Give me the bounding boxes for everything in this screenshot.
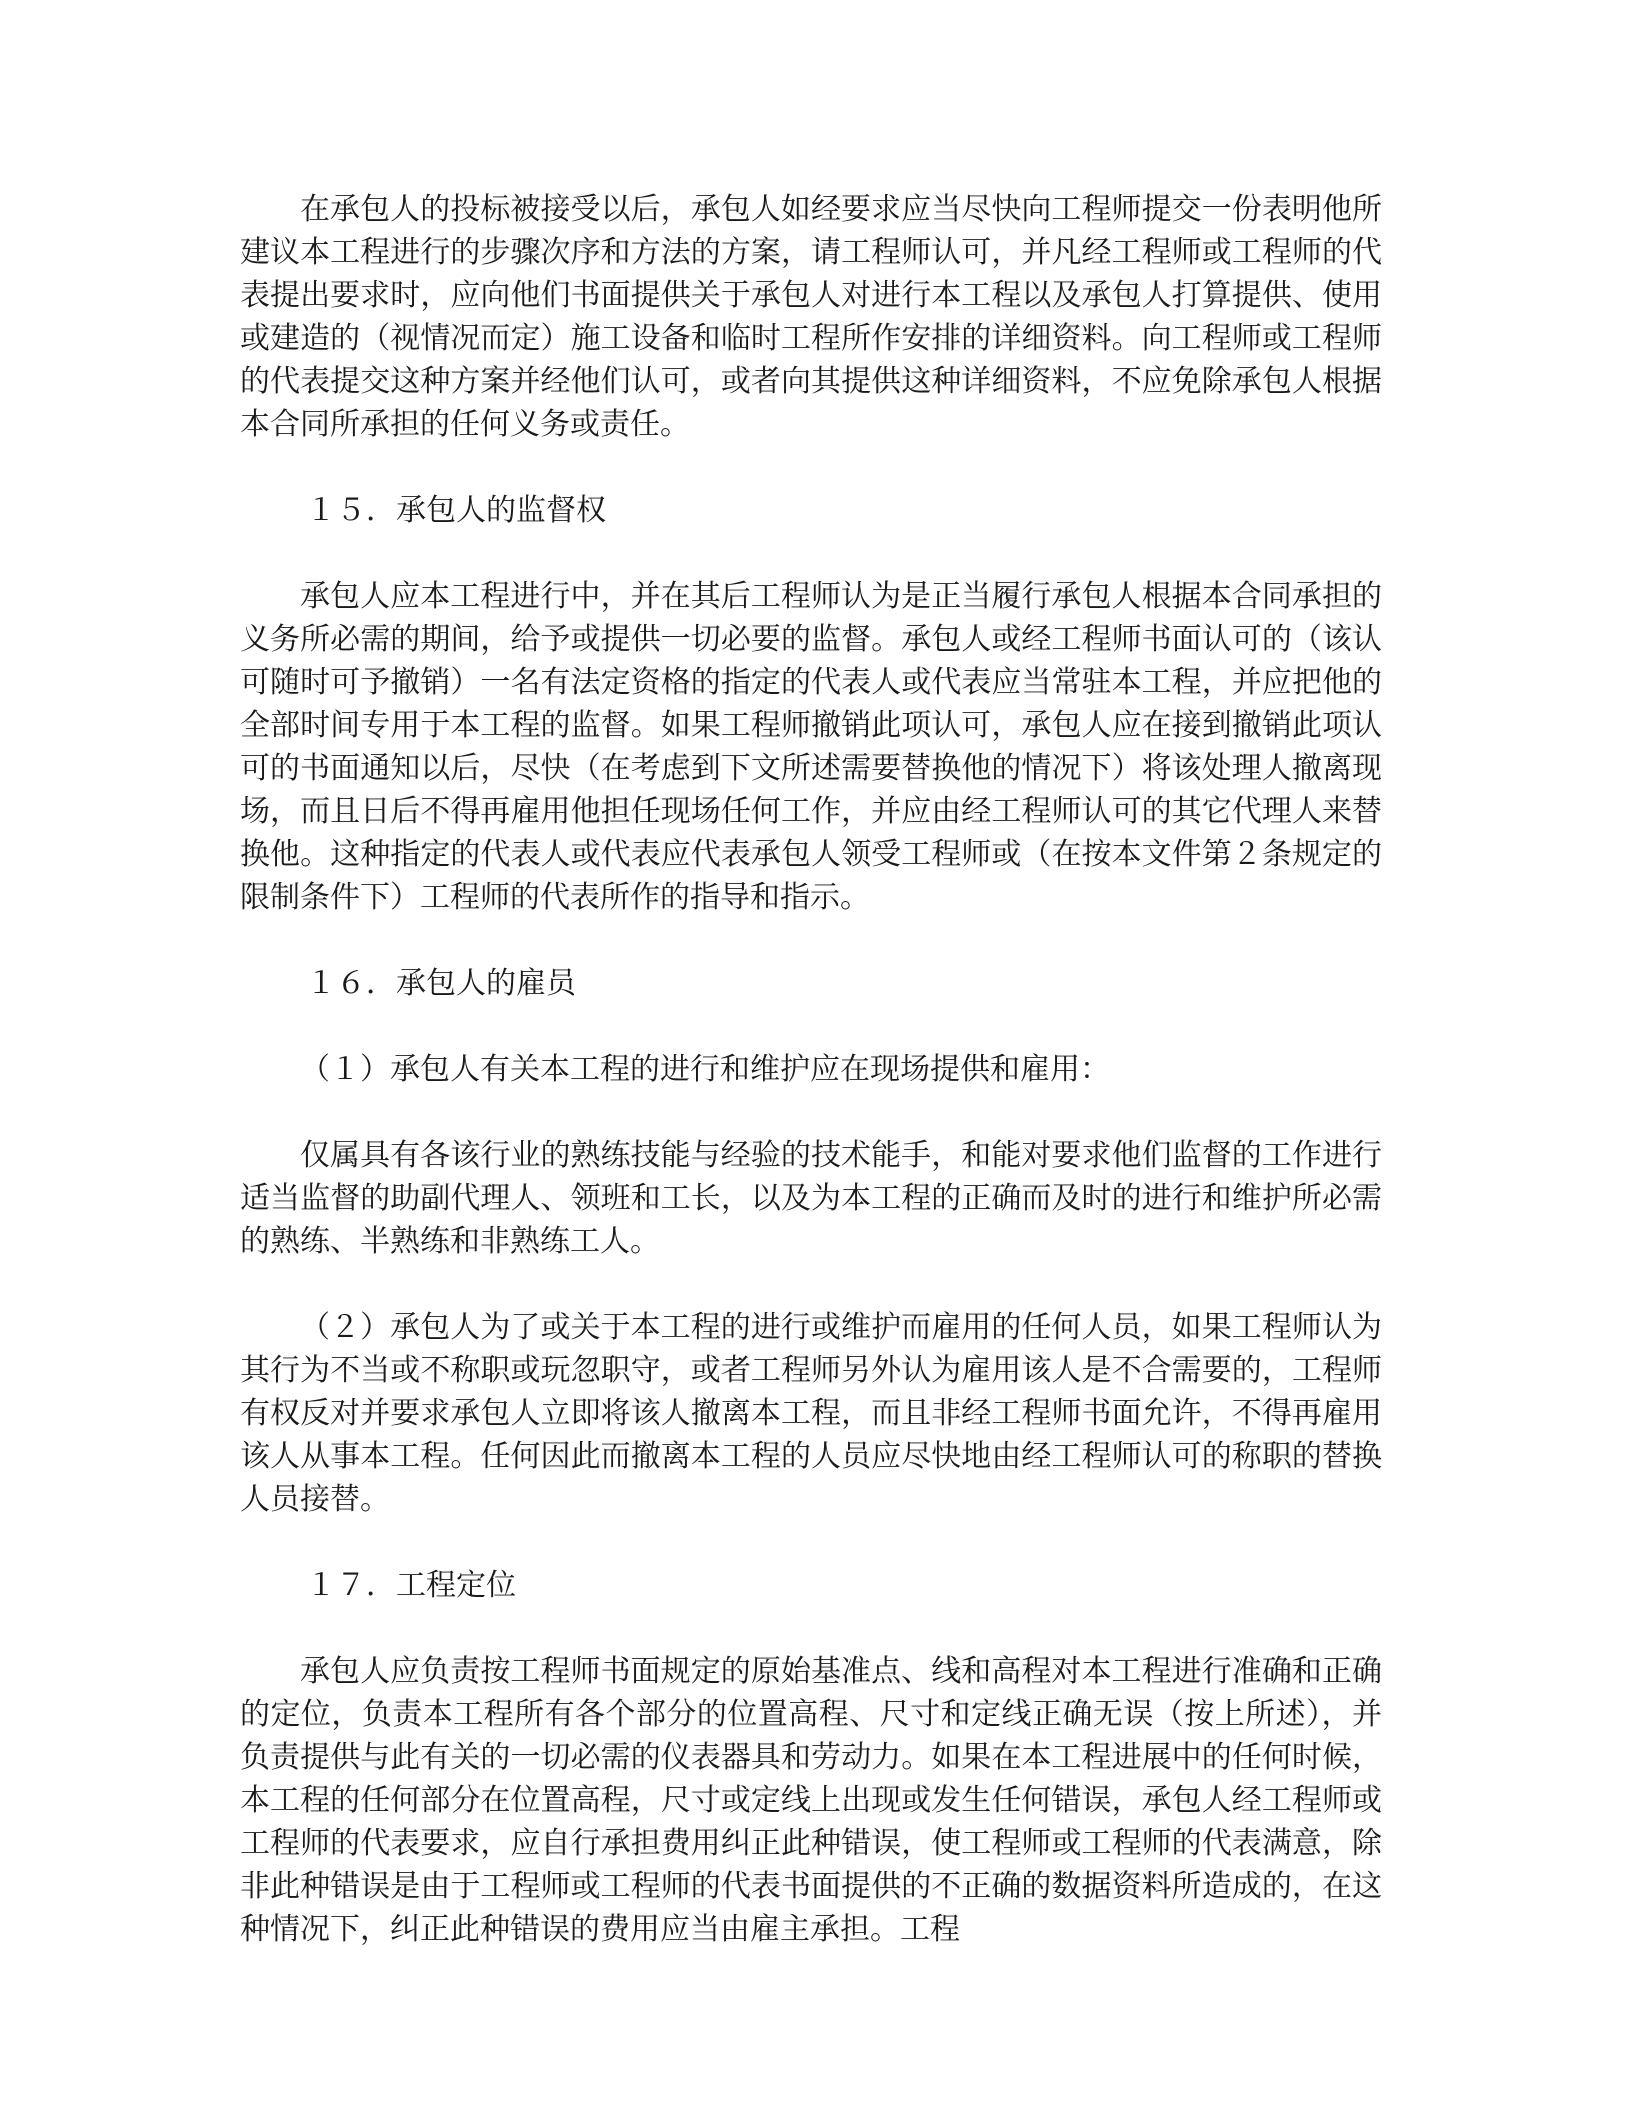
section-heading-16: １６．承包人的雇员 bbox=[306, 966, 576, 1001]
paragraph-setting-out: 承包人应负责按工程师书面规定的原始基准点、线和高程对本工程进行准确和正确的定位，负责本工程所有各个部分的位置高程、尺寸和定线正确无误（按上所述），并负责提供与此有关的一切必需的仪表器具和劳动力。如果在本工程进展中的任何时候，本工程的任何部分在位置高程，尺寸或定线上出现或发生任何错误，承包人经工程师或工程师的代表要求，应自行承担费用纠正此种错误，使工程师或工程师的代表满意，除非此种错误是由于工程师或工程师的代表书面提供的不正确的数据资料所造成的，在这种情况下，纠正此种错误的费用应当由雇主承担。工程 bbox=[240, 1654, 1382, 1947]
section-heading-17: １７．工程定位 bbox=[306, 1568, 516, 1603]
document-page bbox=[240, 188, 1382, 1951]
paragraph-employees-2: （２）承包人为了或关于本工程的进行或维护而雇用的任何人员，如果工程师认为其行为不当或不称职或玩忽职守，或者工程师另外认为雇用该人是不合需要的，工程师有权反对并要求承包人立即将该人撤离本工程，而且非经工程师书面允许，不得再雇用该人从事本工程。任何因此而撤离本工程的人员应尽快地由经工程师认可的称职的替换人员接替。 bbox=[240, 1310, 1382, 1517]
paragraph-supervision: 承包人应本工程进行中，并在其后工程师认为是正当履行承包人根据本合同承担的义务所必需的期间，给予或提供一切必要的监督。承包人或经工程师书面认可的（该认可随时可予撤销）一名有法定资格的指定的代表人或代表应当常驻本工程，并应把他的全部时间专用于本工程的监督。如果工程师撤销此项认可，承包人应在接到撤销此项认可的书面通知以后，尽快（在考虑到下文所述需要替换他的情况下）将该处理人撤离现场，而且日后不得再雇用他担任现场任何工作，并应由经工程师认可的其它代理人来替换他。这种指定的代表人或代表应代表承包人领受工程师或（在按本文件第２条规定的限制条件下）工程师的代表所作的指导和指示。 bbox=[240, 579, 1382, 915]
paragraph-work-program: 在承包人的投标被接受以后，承包人如经要求应当尽快向工程师提交一份表明他所建议本工程进行的步骤次序和方法的方案，请工程师认可，并凡经工程师或工程师的代表提出要求时，应向他们书面提供关于承包人对进行本工程以及承包人打算提供、使用或建造的（视情况而定）施工设备和临时工程所作安排的详细资料。向工程师或工程师的代表提交这种方案并经他们认可，或者向其提供这种详细资料，不应免除承包人根据本合同所承担的任何义务或责任。 bbox=[240, 192, 1382, 442]
paragraph-employees-1: （１）承包人有关本工程的进行和维护应在现场提供和雇用： bbox=[300, 1052, 1110, 1087]
section-heading-15: １５．承包人的监督权 bbox=[306, 493, 606, 528]
paragraph-skilled-workers: 仅属具有各该行业的熟练技能与经验的技术能手，和能对要求他们监督的工作进行适当监督的助副代理人、领班和工长，以及为本工程的正确而及时的进行和维护所必需的熟练、半熟练和非熟练工人。 bbox=[240, 1138, 1382, 1259]
